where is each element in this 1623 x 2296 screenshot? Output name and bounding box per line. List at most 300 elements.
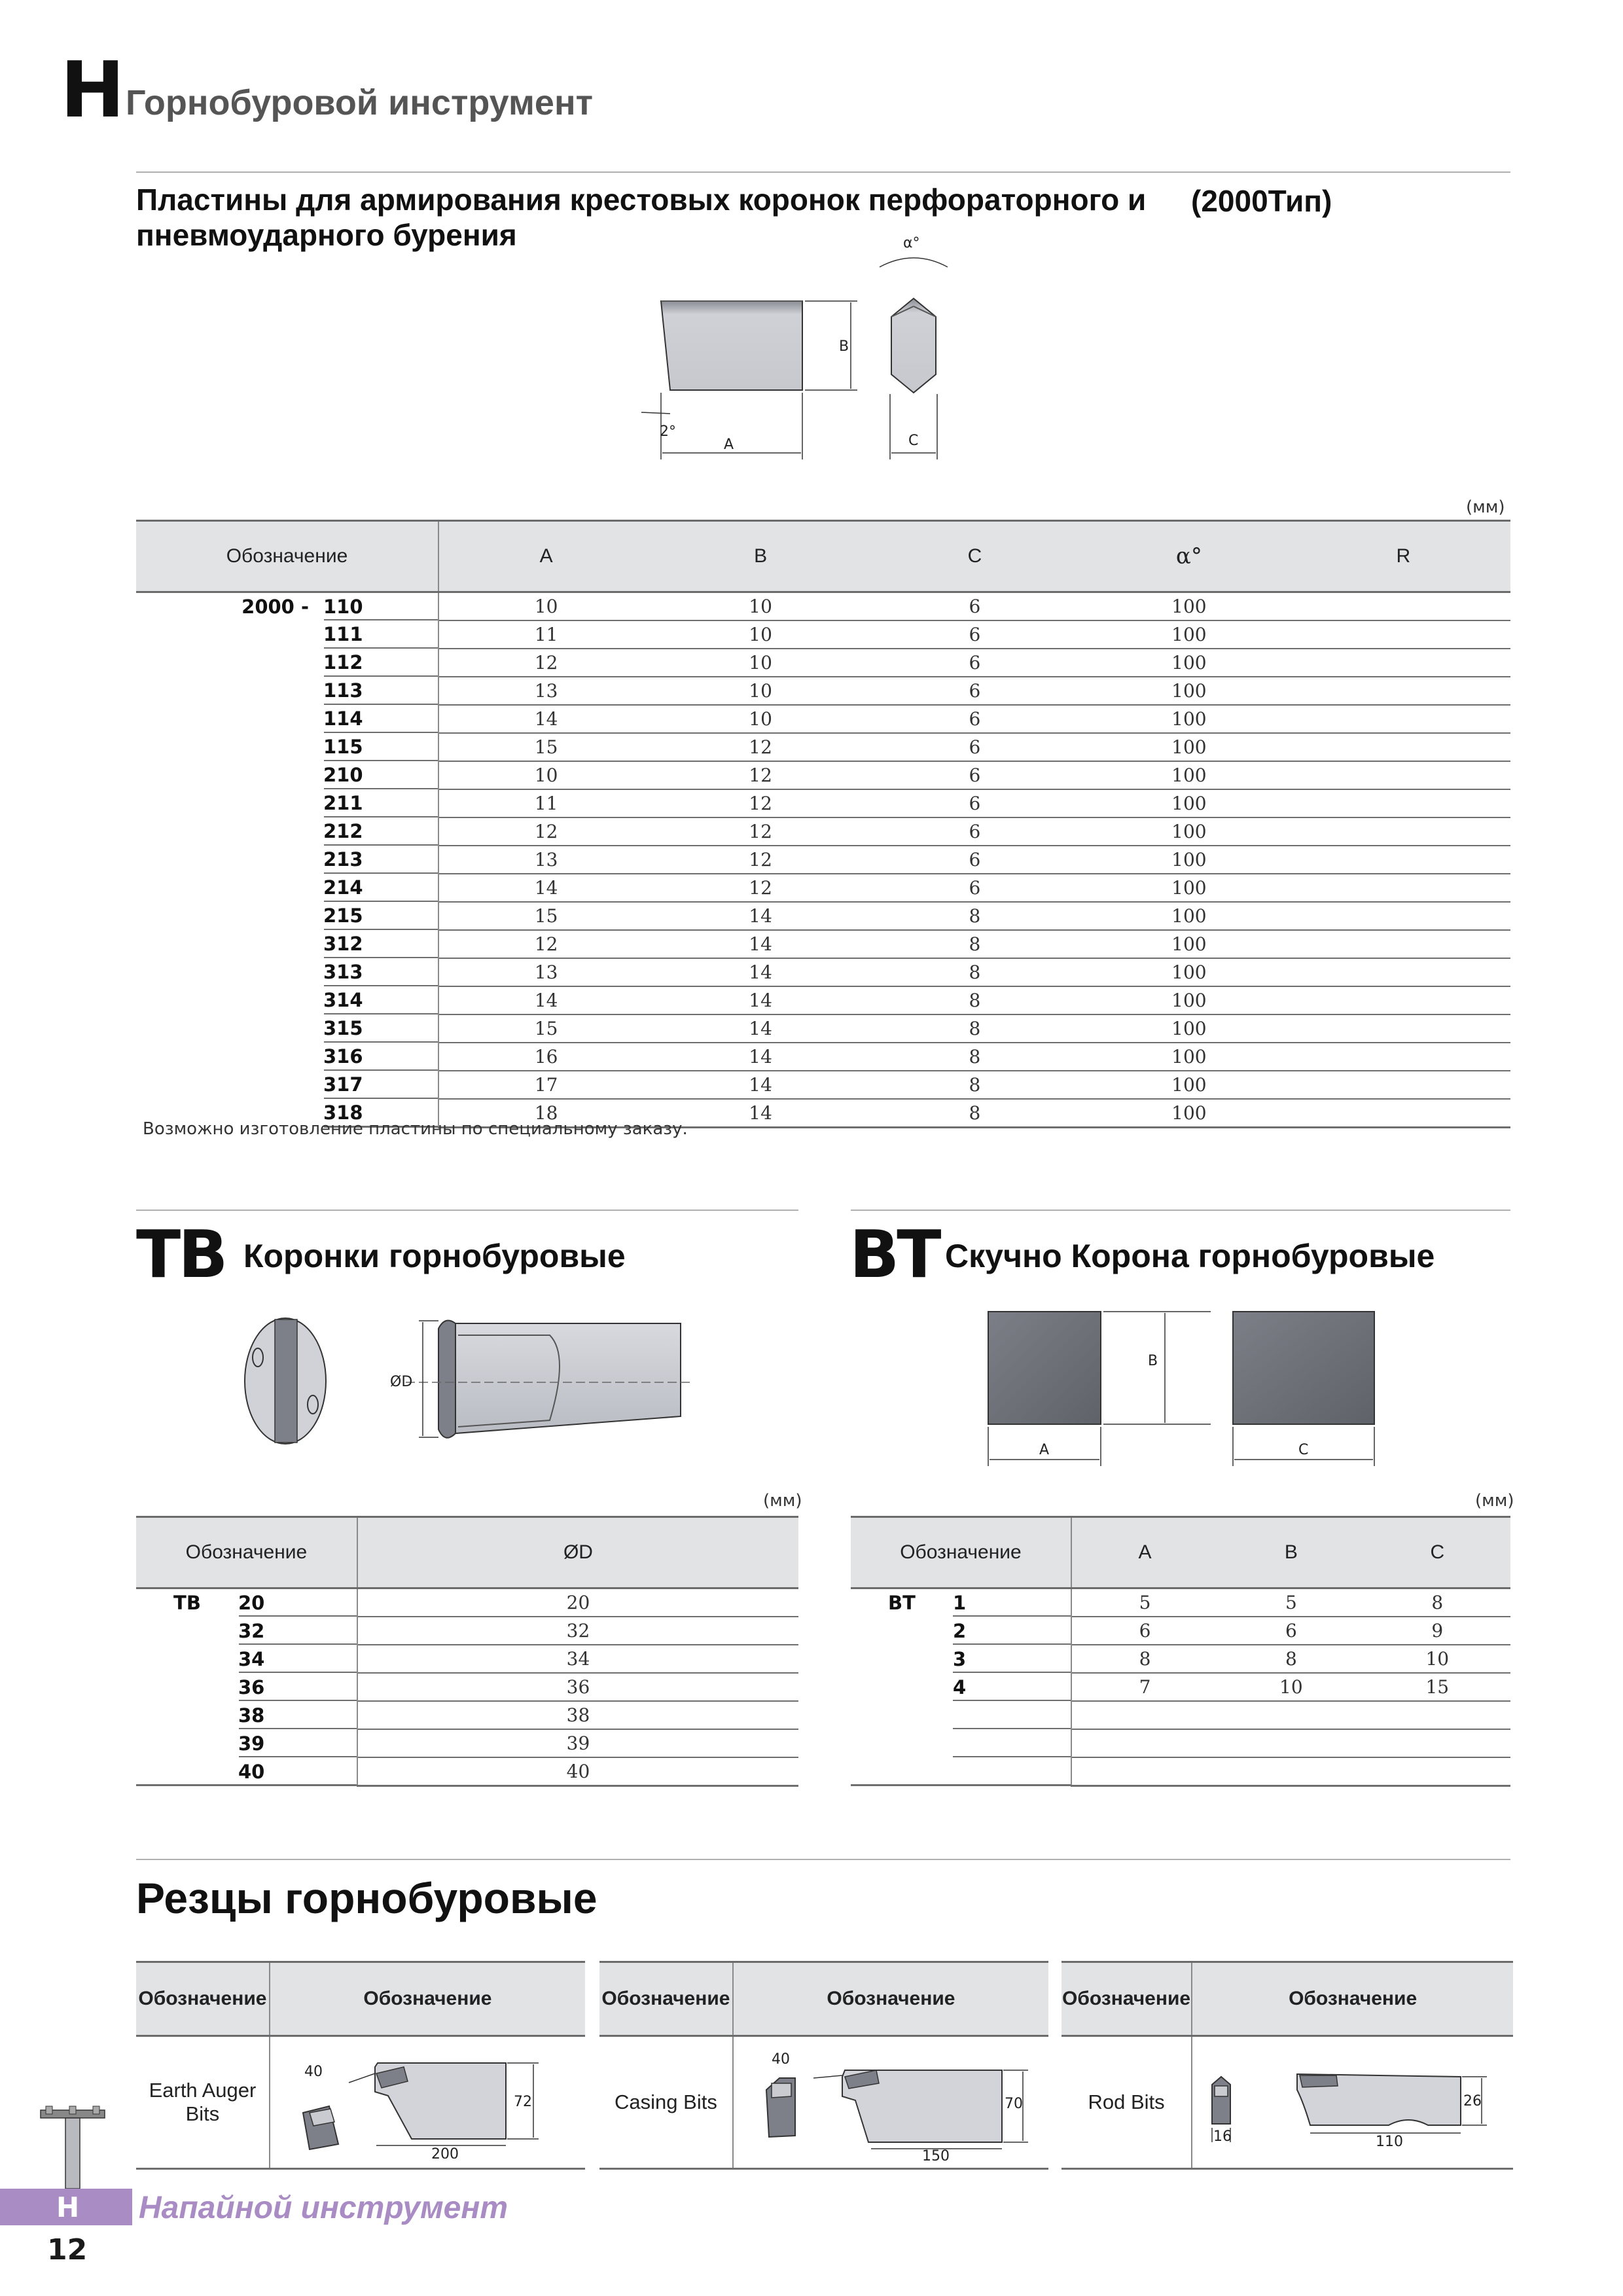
plates-code-cell — [136, 1014, 438, 1043]
cutter2-col1: Обозначение — [599, 1962, 733, 2036]
plates-code-cell — [136, 649, 438, 677]
plates-value-cell: 14 — [438, 705, 653, 733]
plates-value-cell — [1296, 620, 1510, 649]
plates-code-cell — [136, 1071, 438, 1099]
plates-value-cell — [1296, 705, 1510, 733]
tb-col-od: ØD — [357, 1517, 798, 1588]
tb-code: 20 — [238, 1592, 265, 1614]
plates-value-cell: 14 — [653, 930, 867, 958]
plates-value-cell — [1296, 846, 1510, 874]
cutter1-col2: Обозначение — [270, 1962, 585, 2036]
plates-code-cell — [136, 986, 438, 1014]
plates-code-cell — [136, 705, 438, 733]
plates-value-cell: 10 — [653, 705, 867, 733]
bt-value-cell: 8 — [1364, 1588, 1510, 1617]
cutter1-col1: Обозначение — [136, 1962, 270, 2036]
plates-value-cell: 14 — [653, 986, 867, 1014]
plates-row — [136, 874, 1510, 902]
plates-title-line1: Пластины для армирования крестовых коронок перфораторного и — [136, 183, 1147, 217]
plates-code: 211 — [323, 792, 363, 814]
tb-code: 38 — [238, 1704, 265, 1727]
bt-col-b: B — [1218, 1517, 1364, 1588]
tb-code: 40 — [238, 1760, 265, 1783]
plates-row — [136, 846, 1510, 874]
plates-value-cell — [1296, 649, 1510, 677]
tb-value-cell: 38 — [357, 1701, 798, 1729]
plates-value-cell: 10 — [653, 592, 867, 621]
plates-code-cell — [136, 733, 438, 761]
dim-alpha: α° — [903, 235, 920, 251]
footer-tab-title: Напайной инструмент — [139, 2191, 508, 2225]
bt-value-cell: 10 — [1218, 1673, 1364, 1701]
plates-code-cell — [136, 789, 438, 817]
plates-code-cell — [136, 1043, 438, 1071]
bt-dim-c: C — [1298, 1442, 1309, 1458]
plates-value-cell: 11 — [438, 789, 653, 817]
plates-code-cell — [136, 902, 438, 930]
plates-value-cell — [1296, 789, 1510, 817]
cutter1-dim-b: 72 — [514, 2094, 533, 2110]
tb-row — [136, 1645, 798, 1673]
plates-value-cell: 100 — [1082, 874, 1296, 902]
plates-value-cell — [1296, 958, 1510, 986]
plates-row — [136, 986, 1510, 1014]
plates-value-cell: 10 — [653, 649, 867, 677]
tb-row — [136, 1757, 798, 1786]
cutter2-drawing-cell — [733, 2036, 1048, 2169]
bt-value-cell — [1071, 1729, 1218, 1757]
plates-header-row — [136, 521, 1510, 592]
bt-value-cell — [1364, 1701, 1510, 1729]
plates-value-cell: 6 — [868, 846, 1082, 874]
bt-title: Скучно Корона горнобуровые — [945, 1238, 1435, 1274]
plates-value-cell: 6 — [868, 649, 1082, 677]
bt-row — [851, 1701, 1510, 1729]
cutter1-name-line2: Bits — [185, 2102, 220, 2125]
bt-dim-b: B — [1148, 1353, 1158, 1369]
plate-diagram — [628, 229, 995, 465]
plates-code-cell — [136, 958, 438, 986]
plates-prefix: 2000 - — [241, 596, 309, 618]
tb-title: Коронки горнобуровые — [243, 1238, 626, 1274]
bt-value-cell — [1071, 1757, 1218, 1786]
plates-value-cell: 8 — [868, 930, 1082, 958]
plates-value-cell: 100 — [1082, 1099, 1296, 1128]
col-a: A — [438, 521, 653, 592]
tb-code-cell — [136, 1757, 357, 1786]
plates-row — [136, 1043, 1510, 1071]
plates-value-cell: 12 — [438, 930, 653, 958]
plates-value-cell: 6 — [868, 761, 1082, 789]
bt-row — [851, 1617, 1510, 1645]
cutter2-dim-a: 40 — [772, 2051, 791, 2068]
cutter1-dim-c: 200 — [431, 2146, 459, 2159]
plates-code: 110 — [323, 595, 363, 618]
tb-row — [136, 1617, 798, 1645]
bt-side-square — [1233, 1312, 1374, 1424]
plates-value-cell: 14 — [653, 1014, 867, 1043]
bt-value-cell — [1218, 1729, 1364, 1757]
bt-letters: BT — [849, 1216, 939, 1293]
bt-diagram — [975, 1302, 1394, 1473]
plates-value-cell — [1296, 592, 1510, 621]
bt-code: 1 — [953, 1592, 967, 1614]
plates-value-cell: 100 — [1082, 620, 1296, 649]
plates-row — [136, 902, 1510, 930]
footer-tab-letter: H — [56, 2191, 80, 2223]
plates-row — [136, 649, 1510, 677]
plates-code: 212 — [323, 820, 363, 842]
dim-od: ØD — [390, 1374, 413, 1390]
plates-value-cell: 6 — [868, 874, 1082, 902]
plates-value-cell: 8 — [868, 902, 1082, 930]
plates-value-cell: 100 — [1082, 958, 1296, 986]
plates-code-cell — [136, 817, 438, 846]
tb-code: 36 — [238, 1676, 265, 1698]
drill-tool-icon — [37, 2105, 109, 2190]
plates-value-cell: 14 — [653, 958, 867, 986]
plates-code-cell — [136, 620, 438, 649]
plates-value-cell: 12 — [653, 846, 867, 874]
plates-row — [136, 620, 1510, 649]
cutter2-dim-b: 70 — [1005, 2096, 1024, 2112]
bt-value-cell — [1364, 1757, 1510, 1786]
bt-code-cell — [851, 1757, 1071, 1786]
plates-value-cell: 100 — [1082, 705, 1296, 733]
plates-value-cell: 8 — [868, 1099, 1082, 1128]
plates-row — [136, 1071, 1510, 1099]
plates-value-cell: 100 — [1082, 817, 1296, 846]
plates-code: 115 — [323, 736, 363, 758]
plates-value-cell: 100 — [1082, 902, 1296, 930]
dim-angle: 2° — [660, 423, 676, 440]
tb-row — [136, 1701, 798, 1729]
plates-code: 113 — [323, 679, 363, 702]
plates-value-cell: 6 — [868, 705, 1082, 733]
plate-end-view — [891, 298, 936, 393]
plates-value-cell: 10 — [653, 620, 867, 649]
plates-code-cell — [136, 930, 438, 958]
bt-value-cell: 8 — [1071, 1645, 1218, 1673]
header-rule — [136, 171, 1510, 173]
cutter1-drawing-cell — [270, 2036, 585, 2169]
plates-code: 210 — [323, 764, 363, 786]
casing-bit-drawing — [740, 2037, 1041, 2162]
tb-code-cell — [136, 1645, 357, 1673]
bt-value-cell: 15 — [1364, 1673, 1510, 1701]
plates-code: 317 — [323, 1073, 363, 1096]
plates-value-cell: 6 — [868, 677, 1082, 705]
bt-col-designation: Обозначение — [851, 1517, 1071, 1588]
bt-row — [851, 1673, 1510, 1701]
plates-value-cell: 16 — [438, 1043, 653, 1071]
cutter-table-rod — [1061, 1961, 1513, 2170]
plates-value-cell — [1296, 1099, 1510, 1128]
bt-value-cell: 8 — [1218, 1645, 1364, 1673]
tb-value-cell: 20 — [357, 1588, 798, 1617]
tb-code: 34 — [238, 1647, 265, 1670]
cutter3-col1: Обозначение — [1061, 1962, 1192, 2036]
plates-value-cell: 13 — [438, 677, 653, 705]
plates-note: Возможно изготовление пластины по специальному заказу. — [143, 1119, 688, 1139]
tb-value-cell: 40 — [357, 1757, 798, 1786]
plates-table — [136, 520, 1510, 1128]
bt-value-cell: 5 — [1071, 1588, 1218, 1617]
tb-code: 32 — [238, 1619, 265, 1642]
plates-value-cell: 14 — [653, 1071, 867, 1099]
plates-value-cell — [1296, 874, 1510, 902]
bt-row — [851, 1757, 1510, 1786]
plates-value-cell: 12 — [653, 761, 867, 789]
plates-row — [136, 592, 1510, 621]
plates-row — [136, 761, 1510, 789]
plates-value-cell: 100 — [1082, 677, 1296, 705]
bt-value-cell: 6 — [1071, 1617, 1218, 1645]
tb-code-cell — [136, 1673, 357, 1701]
tb-value-cell: 39 — [357, 1729, 798, 1757]
tb-code-cell — [136, 1588, 357, 1617]
bt-row — [851, 1645, 1510, 1673]
bt-col-c: C — [1364, 1517, 1510, 1588]
plates-code: 214 — [323, 876, 363, 899]
plates-code: 318 — [323, 1102, 363, 1124]
plates-value-cell — [1296, 677, 1510, 705]
bt-row — [851, 1729, 1510, 1757]
plates-title-line2: пневмоударного бурения — [136, 218, 517, 253]
plates-value-cell — [1296, 930, 1510, 958]
plates-value-cell: 14 — [438, 874, 653, 902]
plates-value-cell: 8 — [868, 1043, 1082, 1071]
plates-value-cell: 100 — [1082, 930, 1296, 958]
tb-rule — [136, 1210, 798, 1211]
plates-value-cell: 12 — [653, 874, 867, 902]
plates-value-cell — [1296, 1043, 1510, 1071]
plates-code: 114 — [323, 708, 363, 730]
plates-row — [136, 958, 1510, 986]
plates-value-cell: 10 — [438, 761, 653, 789]
plates-value-cell: 10 — [438, 592, 653, 621]
plates-value-cell — [1296, 1014, 1510, 1043]
plates-value-cell: 100 — [1082, 761, 1296, 789]
plates-code: 315 — [323, 1017, 363, 1039]
plates-code: 111 — [323, 623, 363, 645]
plates-code-cell — [136, 761, 438, 789]
bt-prefix: BT — [888, 1592, 916, 1614]
plates-code: 313 — [323, 961, 363, 983]
plates-code: 112 — [323, 651, 363, 673]
cutter1-dim-a: 40 — [304, 2064, 323, 2080]
plates-value-cell: 13 — [438, 846, 653, 874]
tb-prefix: TB — [173, 1592, 201, 1614]
col-c: C — [868, 521, 1082, 592]
bt-value-cell — [1218, 1701, 1364, 1729]
plates-value-cell: 10 — [653, 677, 867, 705]
col-b: B — [653, 521, 867, 592]
plates-value-cell: 100 — [1082, 733, 1296, 761]
plates-value-cell — [1296, 817, 1510, 846]
tb-side-view — [455, 1323, 681, 1433]
plates-code-cell — [136, 846, 438, 874]
cutter3-dim-b: 26 — [1463, 2093, 1482, 2109]
plates-code-cell — [136, 592, 438, 621]
plates-value-cell: 6 — [868, 733, 1082, 761]
bt-code-cell — [851, 1588, 1071, 1617]
cutter3-name — [1061, 2036, 1192, 2169]
cutter1-name-line1: Earth Auger — [149, 2079, 257, 2102]
plates-row — [136, 1014, 1510, 1043]
bt-row — [851, 1588, 1510, 1617]
plates-value-cell — [1296, 761, 1510, 789]
plates-row — [136, 789, 1510, 817]
plates-value-cell: 6 — [868, 817, 1082, 846]
bt-value-cell: 9 — [1364, 1617, 1510, 1645]
plates-code: 314 — [323, 989, 363, 1011]
tb-value-cell: 32 — [357, 1617, 798, 1645]
plate-side-view — [661, 301, 802, 390]
bt-code-cell — [851, 1729, 1071, 1757]
bt-front-square — [988, 1312, 1101, 1424]
bt-code: 4 — [953, 1676, 967, 1698]
plates-row — [136, 733, 1510, 761]
plates-code: 215 — [323, 905, 363, 927]
plates-value-cell: 12 — [438, 649, 653, 677]
cutter3-drawing-cell — [1192, 2036, 1513, 2169]
plates-value-cell: 100 — [1082, 1043, 1296, 1071]
bt-value-cell — [1071, 1701, 1218, 1729]
tb-unit: (мм) — [763, 1491, 802, 1511]
bt-dim-a: A — [1039, 1442, 1050, 1458]
plates-value-cell: 8 — [868, 1071, 1082, 1099]
tb-diagram — [223, 1309, 707, 1453]
rod-bit-drawing — [1192, 2044, 1513, 2155]
bt-value-cell: 10 — [1364, 1645, 1510, 1673]
cutter2-name-line1: Casing Bits — [615, 2090, 717, 2113]
cutters-title: Резцы горнобуровые — [136, 1874, 597, 1922]
plates-row — [136, 677, 1510, 705]
col-r: R — [1296, 521, 1510, 592]
bt-code-cell — [851, 1673, 1071, 1701]
plates-value-cell: 14 — [438, 986, 653, 1014]
plates-value-cell — [1296, 1071, 1510, 1099]
bt-code-cell — [851, 1701, 1071, 1729]
plates-value-cell: 12 — [438, 817, 653, 846]
tb-value-cell: 34 — [357, 1645, 798, 1673]
plates-value-cell: 18 — [438, 1099, 653, 1128]
plates-value-cell: 14 — [653, 1099, 867, 1128]
tb-code-cell — [136, 1701, 357, 1729]
plates-value-cell — [1296, 986, 1510, 1014]
bt-value-cell: 5 — [1218, 1588, 1364, 1617]
cutter-table-casing — [599, 1961, 1048, 2170]
plates-value-cell: 100 — [1082, 789, 1296, 817]
plates-row — [136, 705, 1510, 733]
plates-value-cell: 100 — [1082, 846, 1296, 874]
plates-value-cell — [1296, 902, 1510, 930]
cutter3-col2: Обозначение — [1192, 1962, 1513, 2036]
tb-row — [136, 1588, 798, 1617]
plates-row — [136, 817, 1510, 846]
tb-value-cell: 36 — [357, 1673, 798, 1701]
plates-code: 312 — [323, 933, 363, 955]
plates-value-cell: 12 — [653, 789, 867, 817]
plates-code: 213 — [323, 848, 363, 870]
tb-code-cell — [136, 1729, 357, 1757]
plates-value-cell: 15 — [438, 733, 653, 761]
plates-value-cell: 8 — [868, 1014, 1082, 1043]
col-designation: Обозначение — [136, 521, 438, 592]
plates-value-cell: 100 — [1082, 649, 1296, 677]
plates-unit: (мм) — [1466, 497, 1505, 517]
bt-unit: (мм) — [1475, 1491, 1514, 1511]
bt-col-a: A — [1071, 1517, 1218, 1588]
bt-rule — [851, 1210, 1510, 1211]
tb-table — [136, 1516, 798, 1787]
bt-value-cell: 7 — [1071, 1673, 1218, 1701]
cutter-table-earth-auger — [136, 1961, 585, 2170]
bt-header-row — [851, 1517, 1510, 1588]
plates-value-cell: 14 — [653, 1043, 867, 1071]
plates-code: 316 — [323, 1045, 363, 1067]
plates-value-cell: 8 — [868, 958, 1082, 986]
plates-type-label: (2000Тип) — [1191, 184, 1332, 218]
tb-row — [136, 1729, 798, 1757]
plates-value-cell: 6 — [868, 592, 1082, 621]
plates-value-cell: 8 — [868, 986, 1082, 1014]
plates-row — [136, 930, 1510, 958]
plates-value-cell: 14 — [653, 902, 867, 930]
cutter3-dim-c: 110 — [1376, 2134, 1404, 2150]
plates-value-cell: 100 — [1082, 986, 1296, 1014]
plates-value-cell: 6 — [868, 789, 1082, 817]
plates-value-cell — [1296, 733, 1510, 761]
plates-value-cell: 15 — [438, 902, 653, 930]
plates-code-cell — [136, 874, 438, 902]
bt-table — [851, 1516, 1510, 1787]
bt-value-cell — [1364, 1729, 1510, 1757]
tb-header-row — [136, 1517, 798, 1588]
cutter2-col2: Обозначение — [733, 1962, 1048, 2036]
plates-value-cell: 13 — [438, 958, 653, 986]
cutter3-dim-a: 16 — [1213, 2128, 1232, 2145]
plates-value-cell: 17 — [438, 1071, 653, 1099]
bt-value-cell — [1218, 1757, 1364, 1786]
plates-code-cell — [136, 677, 438, 705]
section-letter: H — [60, 45, 125, 135]
tb-col-designation: Обозначение — [136, 1517, 357, 1588]
tb-row — [136, 1673, 798, 1701]
cutter1-name — [136, 2036, 270, 2169]
tb-letters: TB — [136, 1216, 226, 1293]
bt-code: 3 — [953, 1647, 967, 1670]
tb-code: 39 — [238, 1732, 265, 1755]
cutter3-name-line1: Rod Bits — [1088, 2090, 1165, 2113]
section-title: Горнобуровой инструмент — [126, 83, 594, 122]
plates-value-cell: 11 — [438, 620, 653, 649]
bt-code-cell — [851, 1617, 1071, 1645]
tb-code-cell — [136, 1617, 357, 1645]
plates-value-cell: 15 — [438, 1014, 653, 1043]
dim-b: B — [839, 338, 849, 355]
bt-code: 2 — [953, 1619, 967, 1642]
page-number: 12 — [47, 2233, 88, 2267]
dim-a: A — [724, 437, 734, 453]
plates-value-cell: 6 — [868, 620, 1082, 649]
cutter2-name — [599, 2036, 733, 2169]
bt-value-cell: 6 — [1218, 1617, 1364, 1645]
plates-value-cell: 12 — [653, 817, 867, 846]
plates-value-cell: 100 — [1082, 1014, 1296, 1043]
cutters-rule — [136, 1859, 1510, 1860]
